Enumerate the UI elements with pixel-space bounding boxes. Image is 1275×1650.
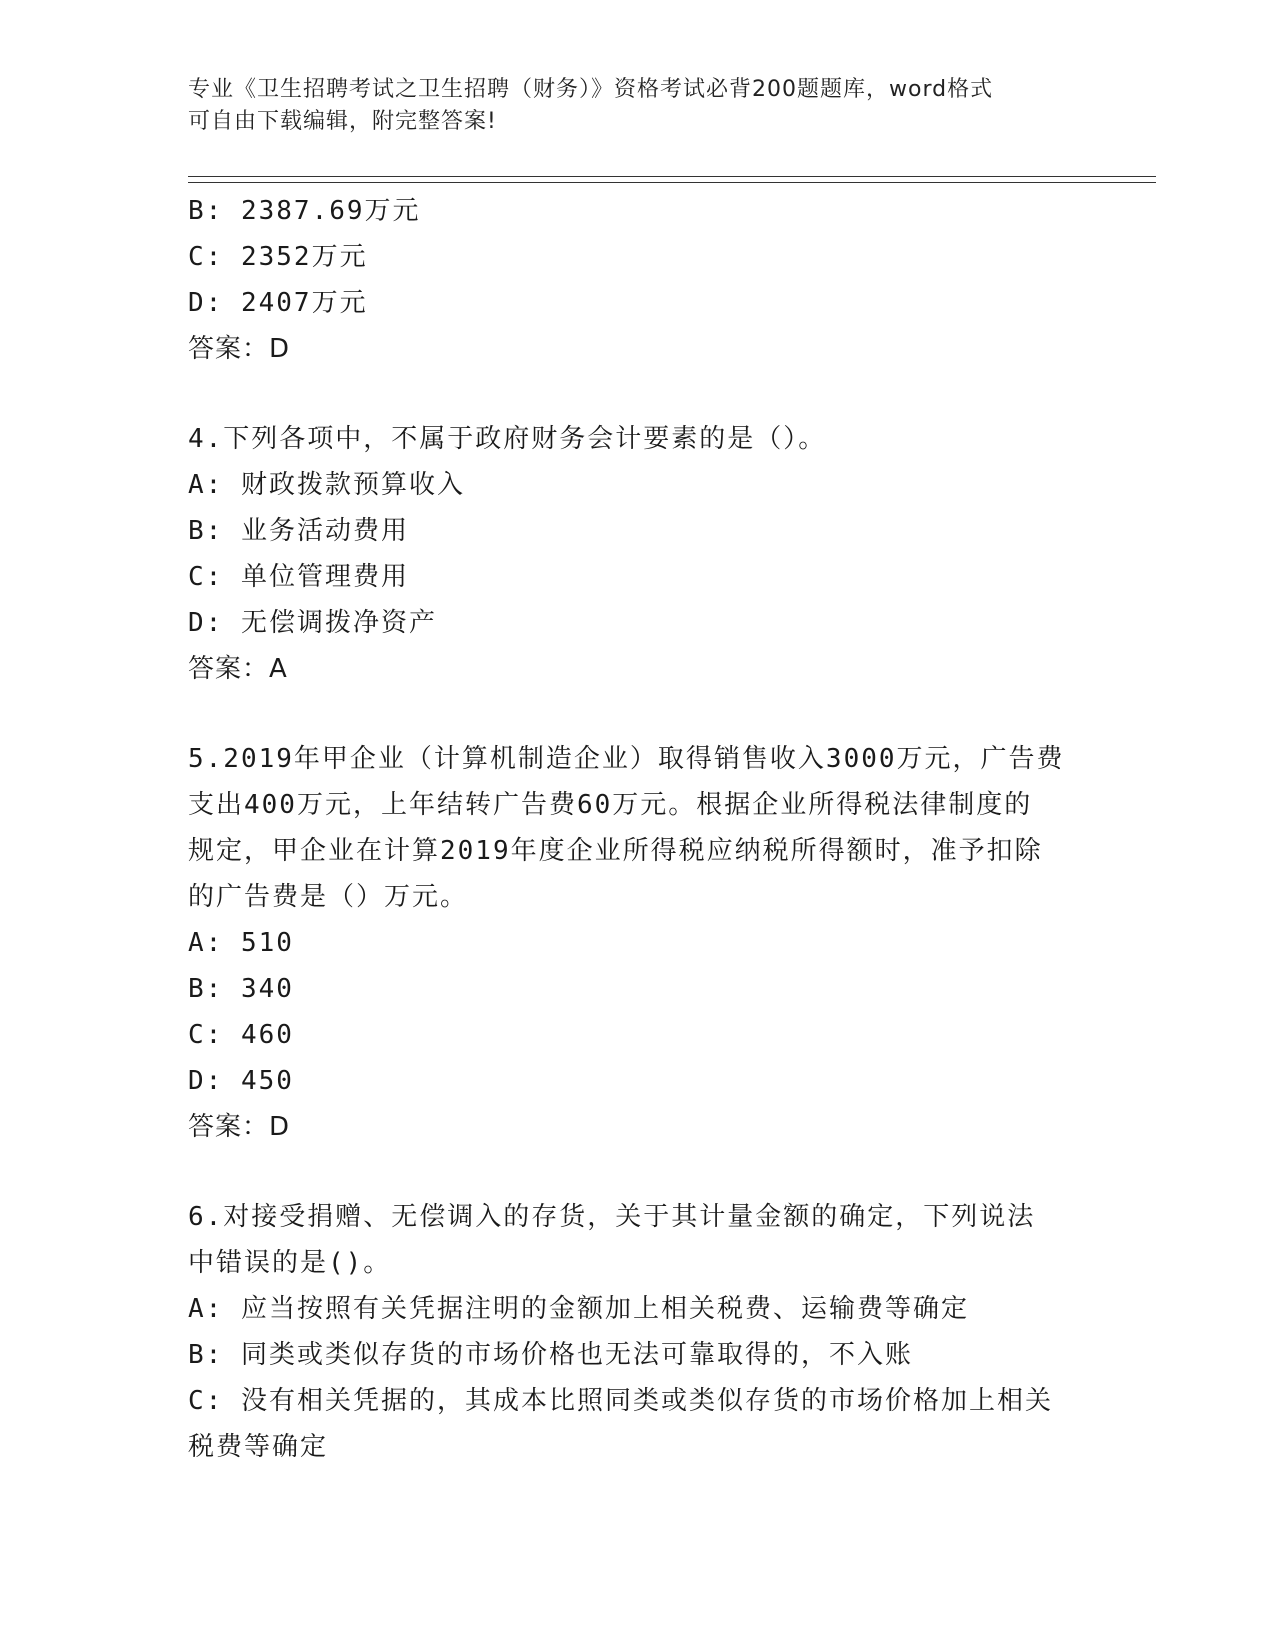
q5-question-line-1: 5.2019年甲企业（计算机制造企业）取得销售收入3000万元，广告费: [188, 744, 1065, 774]
spacer: [188, 1150, 1088, 1194]
page-header: [188, 74, 1068, 138]
q6-option-a: A: 应当按照有关凭据注明的金额加上相关税费、运输费等确定: [188, 1294, 969, 1324]
question-content: [188, 188, 1088, 1470]
q5-question-line-4: 的广告费是（）万元。: [188, 882, 469, 912]
q4-answer: 答案：A: [188, 654, 288, 684]
question-3-block: [188, 188, 1088, 372]
q5-option-d: D: 450: [188, 1066, 294, 1096]
q6-question-line-1: 6.对接受捐赠、无偿调入的存货，关于其计量金额的确定，下列说法: [188, 1202, 1036, 1232]
q4-option-d: D: 无偿调拨净资产: [188, 608, 437, 638]
q4-option-b: B: 业务活动费用: [188, 516, 409, 546]
q4-option-a: A: 财政拨款预算收入: [188, 470, 465, 500]
q3-option-c: C: 2352万元: [188, 242, 368, 272]
header-title-line-1: 专业《卫生招聘考试之卫生招聘（财务）》资格考试必背200题题库，word格式: [188, 77, 994, 102]
q6-question-line-2: 中错误的是()。: [188, 1248, 392, 1278]
q3-option-d: D: 2407万元: [188, 288, 368, 318]
q5-answer: 答案：D: [188, 1112, 291, 1142]
q6-option-c-line-2: 税费等确定: [188, 1432, 329, 1462]
q5-option-c: C: 460: [188, 1020, 294, 1050]
q5-question-line-3: 规定，甲企业在计算2019年度企业所得税应纳税所得额时，准予扣除: [188, 836, 1043, 866]
question-6-block: [188, 1194, 1088, 1470]
q5-question-line-2: 支出400万元，上年结转广告费60万元。根据企业所得税法律制度的: [188, 790, 1033, 820]
q6-option-c-line-1: C: 没有相关凭据的，其成本比照同类或类似存货的市场价格加上相关: [188, 1386, 1053, 1416]
q4-question: 4.下列各项中，不属于政府财务会计要素的是（）。: [188, 424, 827, 454]
spacer: [188, 372, 1088, 416]
question-5-block: [188, 736, 1088, 1150]
question-4-block: [188, 416, 1088, 692]
q3-option-b: B: 2387.69万元: [188, 196, 421, 226]
q4-option-c: C: 单位管理费用: [188, 562, 409, 592]
q6-option-b: B: 同类或类似存货的市场价格也无法可靠取得的，不入账: [188, 1340, 913, 1370]
spacer: [188, 692, 1088, 736]
q3-answer: 答案：D: [188, 334, 291, 364]
header-title-line-2: 可自由下载编辑，附完整答案!: [188, 109, 497, 134]
q5-option-a: A: 510: [188, 928, 294, 958]
q5-option-b: B: 340: [188, 974, 294, 1004]
header-divider: [188, 176, 1156, 183]
